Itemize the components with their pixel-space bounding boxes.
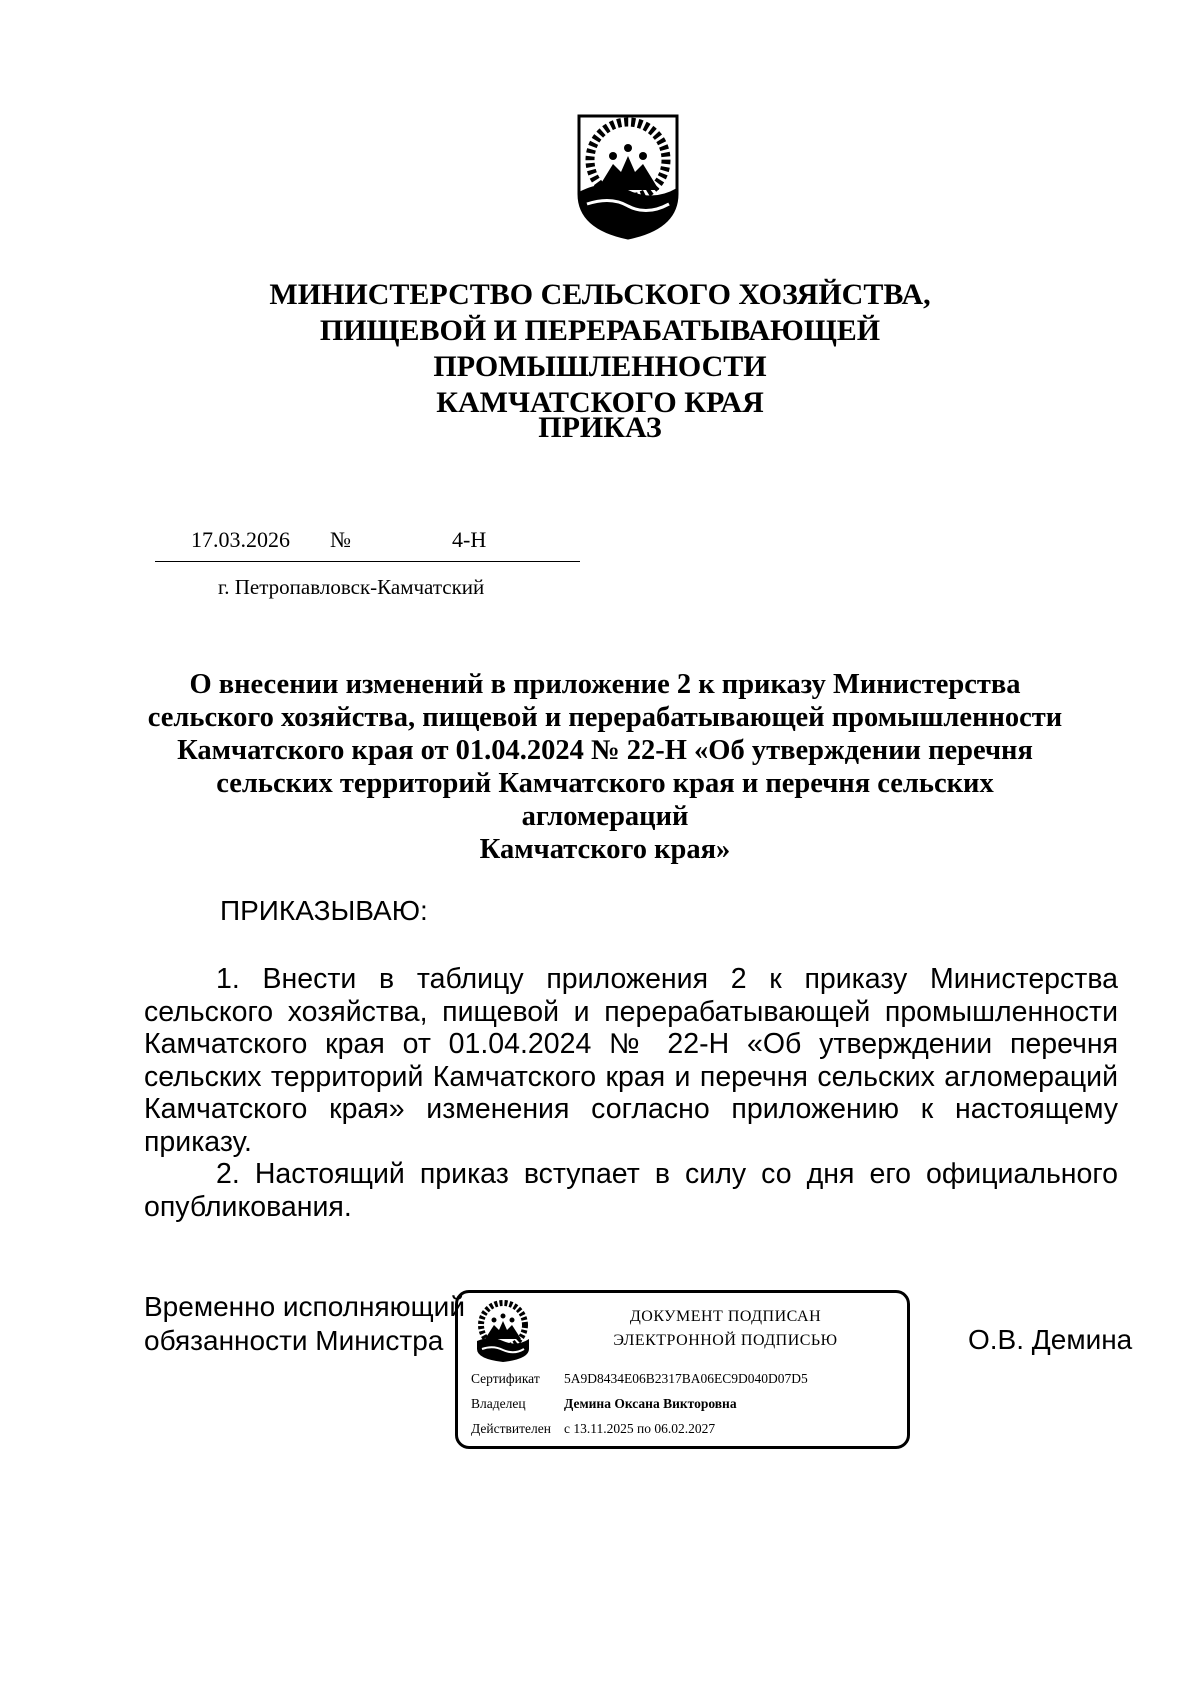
- owner-label: Владелец: [471, 1396, 526, 1411]
- order-subject: [140, 668, 1070, 866]
- stamp-title: [558, 1305, 893, 1353]
- order-date: 17.03.2026: [191, 527, 290, 552]
- valid-label: Действителен: [471, 1421, 551, 1436]
- e-signature-stamp: [455, 1290, 910, 1449]
- order-body: [144, 963, 1118, 1223]
- issue-city: г. Петропавловск-Камчатский: [218, 575, 485, 599]
- stamp-title-line-2: ЭЛЕКТРОННОЙ ПОДПИСЬЮ: [613, 1332, 838, 1349]
- valid-value: с 13.11.2025 по 06.02.2027: [564, 1421, 716, 1436]
- signer-position: [144, 1290, 465, 1358]
- subject-line-3: Камчатского края от 01.04.2024 № 22-Н «Об утверждении перечня: [177, 735, 1033, 766]
- ministry-line-3: КАМЧАТСКОГО КРАЯ: [436, 386, 764, 419]
- order-item-1: 1. Внести в таблицу приложения 2 к приказу Министерства сельского хозяйства, пищевой и перерабатывающей промышленности Камчатского края от 01.04.2024 № 22-Н «Об утверждении перечня сельских территорий Камчатского края и перечня сельских агломераций Камчатского края» изменения согласно приложению к настоящему приказу.: [144, 963, 1118, 1158]
- stamp-validity-row: [471, 1421, 715, 1437]
- certificate-value: 5A9D8434E06B2317BA06EC9D040D07D5: [564, 1371, 808, 1386]
- order-date-number-line: [155, 527, 580, 562]
- order-item-2: 2. Настоящий приказ вступает в силу со дня его официального опубликования.: [144, 1158, 1118, 1223]
- subject-line-4: сельских территорий Камчатского края и перечня сельских агломераций: [216, 768, 994, 832]
- ministry-line-2: ПИЩЕВОЙ И ПЕРЕРАБАТЫВАЮЩЕЙ ПРОМЫШЛЕННОСТИ: [319, 314, 881, 383]
- subject-line-5: Камчатского края»: [479, 834, 731, 865]
- subject-line-2: сельского хозяйства, пищевой и перерабатывающей промышленности: [147, 702, 1063, 733]
- directive-heading: ПРИКАЗЫВАЮ:: [220, 895, 428, 926]
- stamp-owner-row: [471, 1396, 737, 1412]
- ministry-name: [150, 277, 1050, 421]
- stamp-title-line-1: ДОКУМЕНТ ПОДПИСАН: [629, 1308, 822, 1325]
- order-number: 4-Н: [452, 527, 487, 552]
- signer-position-line-1: Временно исполняющий: [144, 1291, 465, 1322]
- certificate-label: Сертификат: [471, 1371, 540, 1386]
- stamp-certificate-row: [471, 1371, 808, 1387]
- stamp-emblem-icon: [473, 1299, 533, 1363]
- subject-line-1: О внесении изменений в приложение 2 к приказу Министерства: [189, 669, 1021, 700]
- number-sign: №: [330, 527, 351, 552]
- document-type: ПРИКАЗ: [538, 411, 662, 444]
- coat-of-arms-emblem: [575, 112, 681, 240]
- ministry-line-1: МИНИСТЕРСТВО СЕЛЬСКОГО ХОЗЯЙСТВА,: [269, 278, 931, 311]
- signer-name: О.В. Демина: [968, 1324, 1133, 1355]
- owner-value: Демина Оксана Викторовна: [564, 1396, 737, 1411]
- signer-position-line-2: обязанности Министра: [144, 1325, 444, 1356]
